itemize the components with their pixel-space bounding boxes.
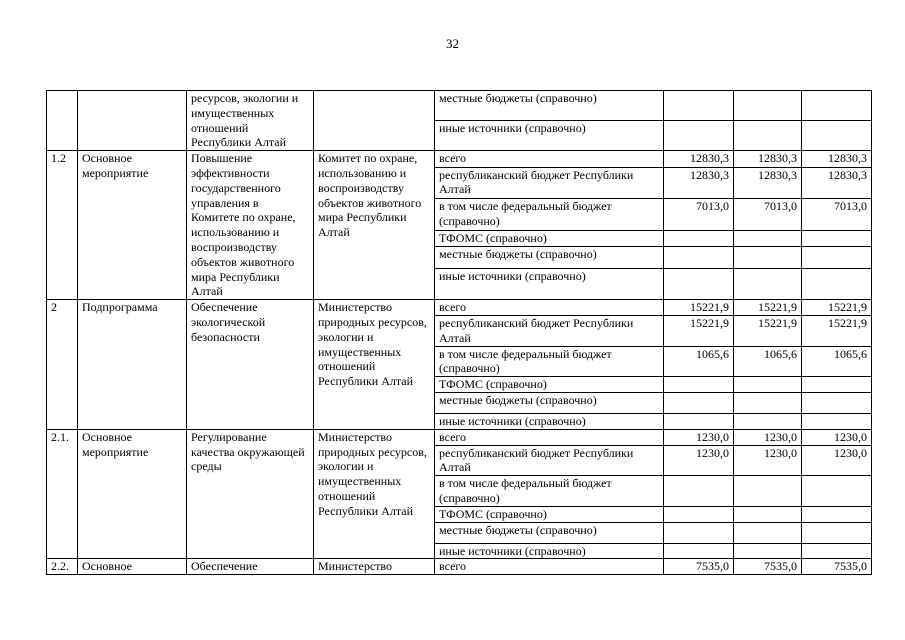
- source-cell: ТФОМС (справочно): [435, 377, 664, 393]
- table-row: [47, 429, 872, 445]
- status-cell: Основное мероприятие: [78, 151, 187, 300]
- executor-cell: Министерство: [314, 559, 435, 575]
- row-number-cell: [47, 91, 78, 151]
- value-cell: 15221,9: [664, 300, 734, 316]
- value-cell: [734, 121, 802, 151]
- value-cell: 12830,3: [734, 167, 802, 199]
- value-cell: 1230,0: [802, 429, 872, 445]
- name-cell: ресурсов, экологии и имущественных отношений Республики Алтай: [187, 91, 314, 151]
- value-cell: [802, 377, 872, 393]
- table-row: [47, 559, 872, 575]
- value-cell: [734, 247, 802, 269]
- name-cell: Обеспечение: [187, 559, 314, 575]
- source-cell: всего: [435, 429, 664, 445]
- value-cell: 15221,9: [802, 315, 872, 346]
- source-cell: республиканский бюджет Республики Алтай: [435, 445, 664, 476]
- status-cell: Основное: [78, 559, 187, 575]
- page-number: 32: [446, 36, 459, 51]
- value-cell: [664, 543, 734, 559]
- value-cell: 7013,0: [664, 199, 734, 231]
- value-cell: 1065,6: [734, 346, 802, 377]
- source-cell: всего: [435, 151, 664, 167]
- row-number-cell: 1.2: [47, 151, 78, 300]
- value-cell: 12830,3: [802, 151, 872, 167]
- value-cell: [802, 392, 872, 413]
- value-cell: [802, 522, 872, 543]
- value-cell: [734, 413, 802, 429]
- value-cell: 1230,0: [664, 445, 734, 476]
- source-cell: иные источники (справочно): [435, 121, 664, 151]
- table-row: [47, 91, 872, 121]
- value-cell: [734, 269, 802, 300]
- source-cell: иные источники (справочно): [435, 543, 664, 559]
- table-row: [47, 300, 872, 316]
- source-cell: в том числе федеральный бюджет (справочно): [435, 199, 664, 231]
- value-cell: [664, 377, 734, 393]
- value-cell: 7535,0: [664, 559, 734, 575]
- value-cell: [664, 91, 734, 121]
- value-cell: [802, 506, 872, 522]
- value-cell: [664, 476, 734, 507]
- source-cell: республиканский бюджет Республики Алтай: [435, 167, 664, 199]
- executor-cell: Министерство природных ресурсов, экологии и имущественных отношений Республики Алтай: [314, 429, 435, 559]
- value-cell: [664, 392, 734, 413]
- value-cell: [734, 476, 802, 507]
- executor-cell: Министерство природных ресурсов, экологии и имущественных отношений Республики Алтай: [314, 300, 435, 430]
- source-cell: в том числе федеральный бюджет (справочно): [435, 476, 664, 507]
- value-cell: 7013,0: [802, 199, 872, 231]
- row-number-cell: 2.2.: [47, 559, 78, 575]
- value-cell: 7535,0: [802, 559, 872, 575]
- source-cell: в том числе федеральный бюджет (справочно): [435, 346, 664, 377]
- value-cell: [802, 247, 872, 269]
- value-cell: 1230,0: [664, 429, 734, 445]
- value-cell: 15221,9: [802, 300, 872, 316]
- status-cell: [78, 91, 187, 151]
- value-cell: [802, 269, 872, 300]
- value-cell: 12830,3: [802, 167, 872, 199]
- value-cell: [802, 476, 872, 507]
- value-cell: 12830,3: [734, 151, 802, 167]
- name-cell: Повышение эффективности государственного управления в Комитете по охране, использованию и воспроизводству объектов животного мира Республики Алтай: [187, 151, 314, 300]
- value-cell: [664, 247, 734, 269]
- value-cell: [664, 506, 734, 522]
- source-cell: всего: [435, 559, 664, 575]
- value-cell: [734, 230, 802, 246]
- value-cell: 1065,6: [664, 346, 734, 377]
- name-cell: Регулирование качества окружающей среды: [187, 429, 314, 559]
- value-cell: [664, 121, 734, 151]
- value-cell: [734, 392, 802, 413]
- value-cell: 12830,3: [664, 151, 734, 167]
- value-cell: 15221,9: [734, 300, 802, 316]
- value-cell: 7013,0: [734, 199, 802, 231]
- source-cell: местные бюджеты (справочно): [435, 522, 664, 543]
- value-cell: 1230,0: [734, 445, 802, 476]
- executor-cell: [314, 91, 435, 151]
- source-cell: ТФОМС (справочно): [435, 506, 664, 522]
- value-cell: [734, 506, 802, 522]
- value-cell: 7535,0: [734, 559, 802, 575]
- source-cell: местные бюджеты (справочно): [435, 392, 664, 413]
- value-cell: 15221,9: [664, 315, 734, 346]
- value-cell: [664, 413, 734, 429]
- value-cell: [734, 522, 802, 543]
- source-cell: иные источники (справочно): [435, 413, 664, 429]
- row-number-cell: 2.1.: [47, 429, 78, 559]
- source-cell: всего: [435, 300, 664, 316]
- value-cell: [802, 230, 872, 246]
- value-cell: [802, 543, 872, 559]
- source-cell: местные бюджеты (справочно): [435, 91, 664, 121]
- status-cell: Основное мероприятие: [78, 429, 187, 559]
- value-cell: 1230,0: [802, 445, 872, 476]
- value-cell: [802, 413, 872, 429]
- source-cell: местные бюджеты (справочно): [435, 247, 664, 269]
- value-cell: [802, 121, 872, 151]
- source-cell: иные источники (справочно): [435, 269, 664, 300]
- source-cell: республиканский бюджет Республики Алтай: [435, 315, 664, 346]
- value-cell: 15221,9: [734, 315, 802, 346]
- name-cell: Обеспечение экологической безопасности: [187, 300, 314, 430]
- value-cell: [802, 91, 872, 121]
- value-cell: 1230,0: [734, 429, 802, 445]
- value-cell: [734, 377, 802, 393]
- funding-table: [46, 90, 872, 575]
- value-cell: 12830,3: [664, 167, 734, 199]
- status-cell: Подпрограмма: [78, 300, 187, 430]
- value-cell: 1065,6: [802, 346, 872, 377]
- table-row: [47, 151, 872, 167]
- value-cell: [664, 522, 734, 543]
- value-cell: [664, 269, 734, 300]
- executor-cell: Комитет по охране, использованию и воспроизводству объектов животного мира Республики Алтай: [314, 151, 435, 300]
- row-number-cell: 2: [47, 300, 78, 430]
- value-cell: [734, 91, 802, 121]
- value-cell: [664, 230, 734, 246]
- source-cell: ТФОМС (справочно): [435, 230, 664, 246]
- value-cell: [734, 543, 802, 559]
